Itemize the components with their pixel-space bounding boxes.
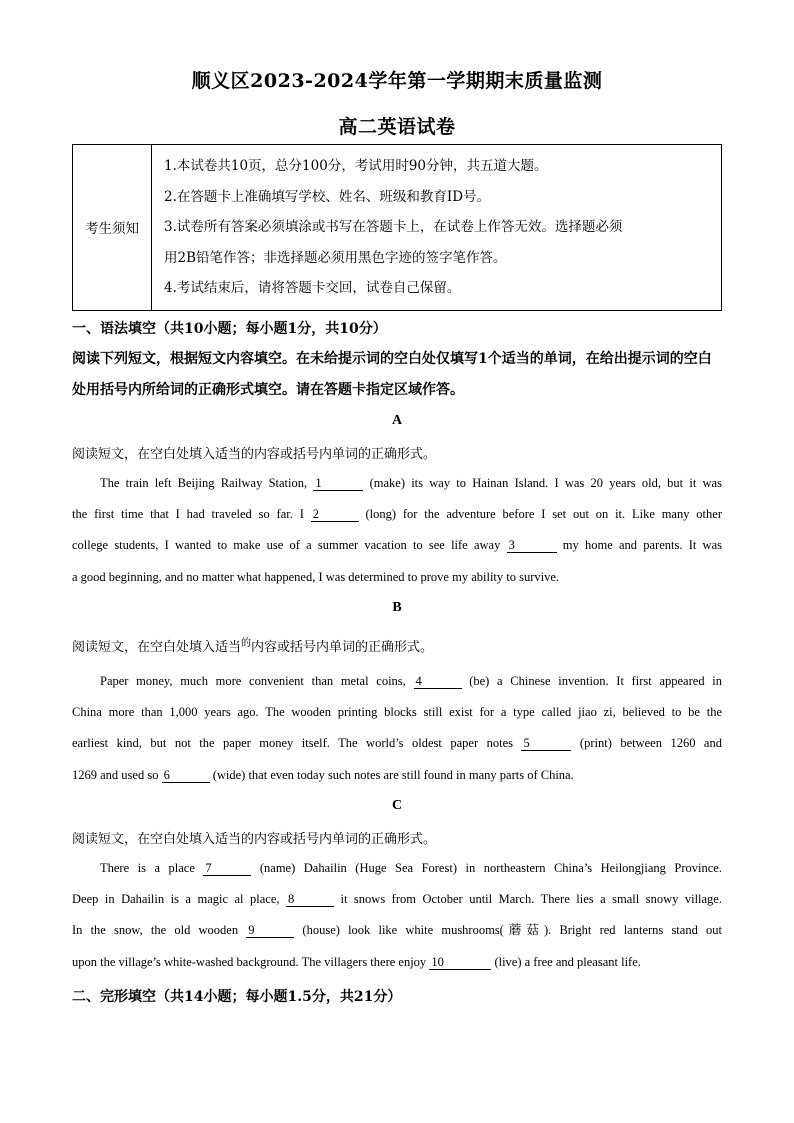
passage-line — [72, 884, 722, 915]
passage-text: upon the village’s white-washed background. The villagers there enjoy — [72, 954, 430, 969]
passage-line — [72, 468, 722, 499]
passage-line — [72, 853, 722, 884]
passage-b-direction — [72, 636, 433, 655]
passage-text: (name) Dahailin (Huge Sea Forest) in northeastern China’s Heilongjiang Province. — [251, 861, 722, 875]
blank-8: 8 — [286, 892, 334, 907]
passage-text: In the snow, the old wooden — [72, 923, 247, 938]
notice-line-1: 1.本试卷共10页，总分100分，考试用时90分钟，共五道大题。 — [164, 158, 548, 174]
passage-line — [72, 760, 722, 791]
passage-line — [72, 666, 722, 697]
notice-body — [152, 145, 722, 311]
blank-5: 5 — [521, 736, 571, 751]
exam-subtitle: 高二英语试卷 — [338, 116, 456, 138]
passage-b-letter: B — [392, 600, 402, 615]
notice-line-4: 用2B铅笔作答；非选择题必须用黑色字迹的签字笔作答。 — [164, 249, 507, 266]
blank-2: 2 — [311, 507, 359, 522]
notice-line-2: 2.在答题卡上准确填写学校、姓名、班级和教育ID号。 — [164, 188, 491, 205]
passage-text: (live) a free and pleasant life. — [491, 954, 641, 969]
passage-text: (print) between 1260 and — [571, 736, 722, 751]
notice-line-3: 3.试卷所有答案必须填涂或书写在答题卡上，在试卷上作答无效。选择题必须 — [164, 219, 623, 235]
blank-3: 3 — [507, 538, 557, 553]
blank-6: 6 — [162, 768, 210, 783]
passage-text: (make) its way to Hainan Island. I was 20 years old, but it was — [363, 476, 722, 490]
blank-9: 9 — [246, 923, 294, 938]
passage-a-direction: 阅读短文，在空白处填入适当的内容或括号内单词的正确形式。 — [72, 447, 437, 462]
blank-1: 1 — [313, 476, 363, 491]
passage-line — [72, 530, 722, 561]
passage-text: college students, I wanted to make use of a summer vacation to see life away — [72, 538, 507, 553]
notice-line-5: 4.考试结束后，请将答题卡交回，试卷自己保留。 — [164, 280, 461, 296]
direction-text: 阅读短文，在空白处填入适当 — [72, 640, 242, 655]
passage-b — [72, 666, 722, 791]
blank-10: 10 — [429, 955, 491, 970]
passage-a — [72, 468, 722, 593]
passage-text: (house) look like white mushrooms(蘑菇). Bright red lanterns stand out — [294, 923, 722, 938]
passage-c — [72, 853, 722, 978]
passage-c-letter: C — [391, 798, 403, 813]
passage-line — [72, 728, 722, 759]
passage-text: (wide) that even today such notes are still found in many parts of China. — [209, 767, 574, 782]
passage-text: The train left Beijing Railway Station, — [100, 476, 314, 490]
passage-line — [72, 499, 722, 530]
passage-text: my home and parents. It was — [556, 538, 722, 553]
exam-title: 顺义区2023-2024学年第一学期期末质量监测 — [191, 70, 603, 92]
section2-heading: 二、完形填空（共14小题；每小题1.5分，共21分） — [72, 989, 402, 1005]
passage-text: (long) for the adventure before I set out on it. Like many other — [358, 507, 722, 522]
passage-text: Paper money, much more convenient than metal coins, — [100, 674, 414, 688]
passage-line — [72, 915, 722, 946]
passage-line: a good beginning, and no matter what happened, I was determined to prove my ability to survive. — [72, 569, 560, 584]
direction-text: 的 — [241, 638, 252, 649]
passage-text: it snows from October until March. There lies a small snowy village. — [334, 892, 722, 907]
notice-label: 考生须知 — [73, 145, 152, 311]
passage-line — [72, 947, 722, 978]
passage-line: China more than 1,000 years ago. The wooden printing blocks still exist for a type called jiao zi, believed to be the — [72, 705, 722, 720]
blank-7: 7 — [203, 861, 251, 876]
passage-text: (be) a Chinese invention. It first appeared in — [461, 674, 722, 688]
passage-text: the first time that I had traveled so far. I — [72, 507, 311, 522]
passage-text: Deep in Dahailin is a magic al place, — [72, 892, 286, 907]
blank-4: 4 — [414, 674, 462, 689]
section1-instruction: 阅读下列短文，根据短文内容填空。在未给提示词的空白处仅填写1个适当的单词，在给出提示词的空白处用括号内所给词的正确形式填空。请在答题卡指定区域作答。 — [72, 351, 712, 398]
passage-text: There is a place — [100, 861, 204, 875]
passage-text: 1269 and used so — [72, 767, 162, 782]
notice-table — [72, 144, 722, 311]
passage-a-letter: A — [391, 413, 403, 428]
direction-text: 内容或括号内单词的正确形式。 — [251, 640, 434, 655]
passage-c-direction: 阅读短文，在空白处填入适当的内容或括号内单词的正确形式。 — [72, 832, 437, 847]
passage-text: earliest kind, but not the paper money itself. The world’s oldest paper notes — [72, 736, 522, 751]
section1-heading: 一、语法填空（共10小题；每小题1分，共10分） — [72, 321, 387, 337]
